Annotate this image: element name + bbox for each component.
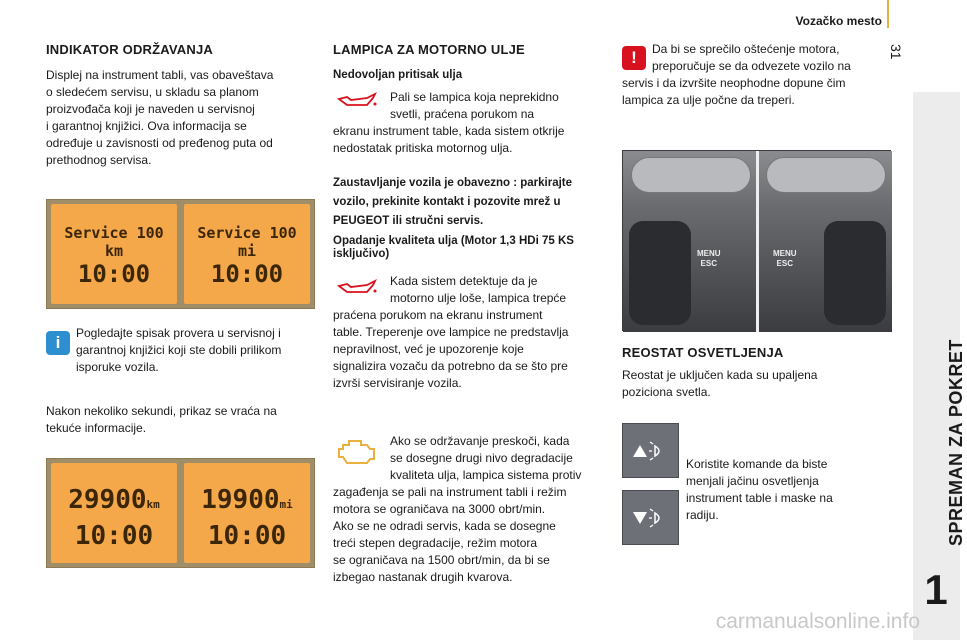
header-divider xyxy=(887,0,889,28)
maintenance-skip-text: Ako se održavanje preskoči, kada se dosegne drugi nivo degradacije kvaliteta ulja, lampica sistema protiv zagađenja se pali na instrument tabli i režim motora se ograničava na 3000 obrt/min. Ako se ne odradi servis, kada se dosegne treći stepen degradacije, režim motora se ograničava na 1500 obrt/min, da bi se izbegao nastanak drugih kvarova. xyxy=(333,434,582,584)
chapter-title: SPREMAN ZA POKRET xyxy=(946,339,966,546)
menu-label: MENU xyxy=(773,249,797,258)
service-display-panel xyxy=(46,199,315,309)
esc-label: ESC xyxy=(700,259,717,268)
warning-icon: ! xyxy=(622,46,646,70)
dimmer-decrease-button[interactable] xyxy=(622,490,679,545)
low-oil-pressure-subheading: Nedovoljan pritisak ulja xyxy=(333,69,463,81)
oil-lamp-heading: LAMPICA ZA MOTORNO ULJE xyxy=(333,42,525,57)
maintenance-intro: Displej na instrument tabli, vas obaveštava o sledećem servisu, u skladu sa planom proizvođača koji je naveden u servisnoj i garantnoj knjižici. Ova informacija se određuje u zavisnosti od pređenog puta od prethodnog servisa. xyxy=(46,68,274,167)
info-note: Pogledajte spisak provera u servisnoj i garantnoj knjižici koji ste dobili prilikom isporuke vozila. xyxy=(76,326,282,374)
watermark: carmanualsonline.info xyxy=(715,610,920,633)
dashboard-controls-photo xyxy=(622,150,891,331)
odometer-mi-display: 19900mi 10:00 xyxy=(184,463,310,563)
oil-pressure-text: Pali se lampica koja neprekidno svetli, praćena porukom na ekranu instrument table, kada sistem otkrije nedostatak pritiska motornog ulja. xyxy=(333,90,565,155)
chapter-number: 1 xyxy=(924,566,948,613)
menu-label: MENU xyxy=(697,249,721,258)
engine-damage-warning: Da bi se sprečilo oštećenje motora, preporučuje se da odvezete vozilo na servis i da izvršite neophodne dopune čim lampica za ulje počne da treperi. xyxy=(622,42,851,107)
service-km-display: Service 100 km 10:00 xyxy=(51,204,177,304)
dimmer-heading: REOSTAT OSVETLJENJA xyxy=(622,345,784,360)
odometer-display-panel xyxy=(46,458,315,568)
maintenance-heading: INDIKATOR ODRŽAVANJA xyxy=(46,42,213,57)
service-mi-display: Service 100 mi 10:00 xyxy=(184,204,310,304)
dimmer-intro: Reostat je uključen kada su upaljena poziciona svetla. xyxy=(622,368,818,399)
info-icon: i xyxy=(46,331,70,355)
oil-quality-text: Kada sistem detektuje da je motorno ulje loše, lampica trepće praćena porukom na ekranu instrument table. Treperenje ove lampice ne predstavlja nepravilnost, već je upozorenje koje signalizira vozaču da potrebno da se što pre izvrši servisiranje vozila. xyxy=(333,274,569,390)
stop-vehicle-warning: Zaustavljanje vozila je obavezno : parkirajte vozilo, prekinite kontakt i pozovite mrež u PEUGEOT ili stručni servis. xyxy=(333,177,573,227)
brightness-down-icon xyxy=(623,491,678,544)
dimmer-increase-button[interactable] xyxy=(622,423,679,478)
brightness-up-icon xyxy=(623,424,678,477)
dimmer-instructions: Koristite komande da biste menjali jačinu osvetljenja instrument table i maske na radiju. xyxy=(686,457,833,522)
after-seconds-text: Nakon nekoliko sekundi, prikaz se vraća na tekuće informacije. xyxy=(46,404,277,435)
esc-label: ESC xyxy=(776,259,793,268)
page-number: 31 xyxy=(888,44,904,60)
odometer-km-display: 29900km 10:00 xyxy=(51,463,177,563)
section-title: Vozačko mesto xyxy=(795,14,882,28)
oil-quality-subheading: Opadanje kvaliteta ulja (Motor 1,3 HDi 75 KS isključivo) xyxy=(333,235,574,260)
